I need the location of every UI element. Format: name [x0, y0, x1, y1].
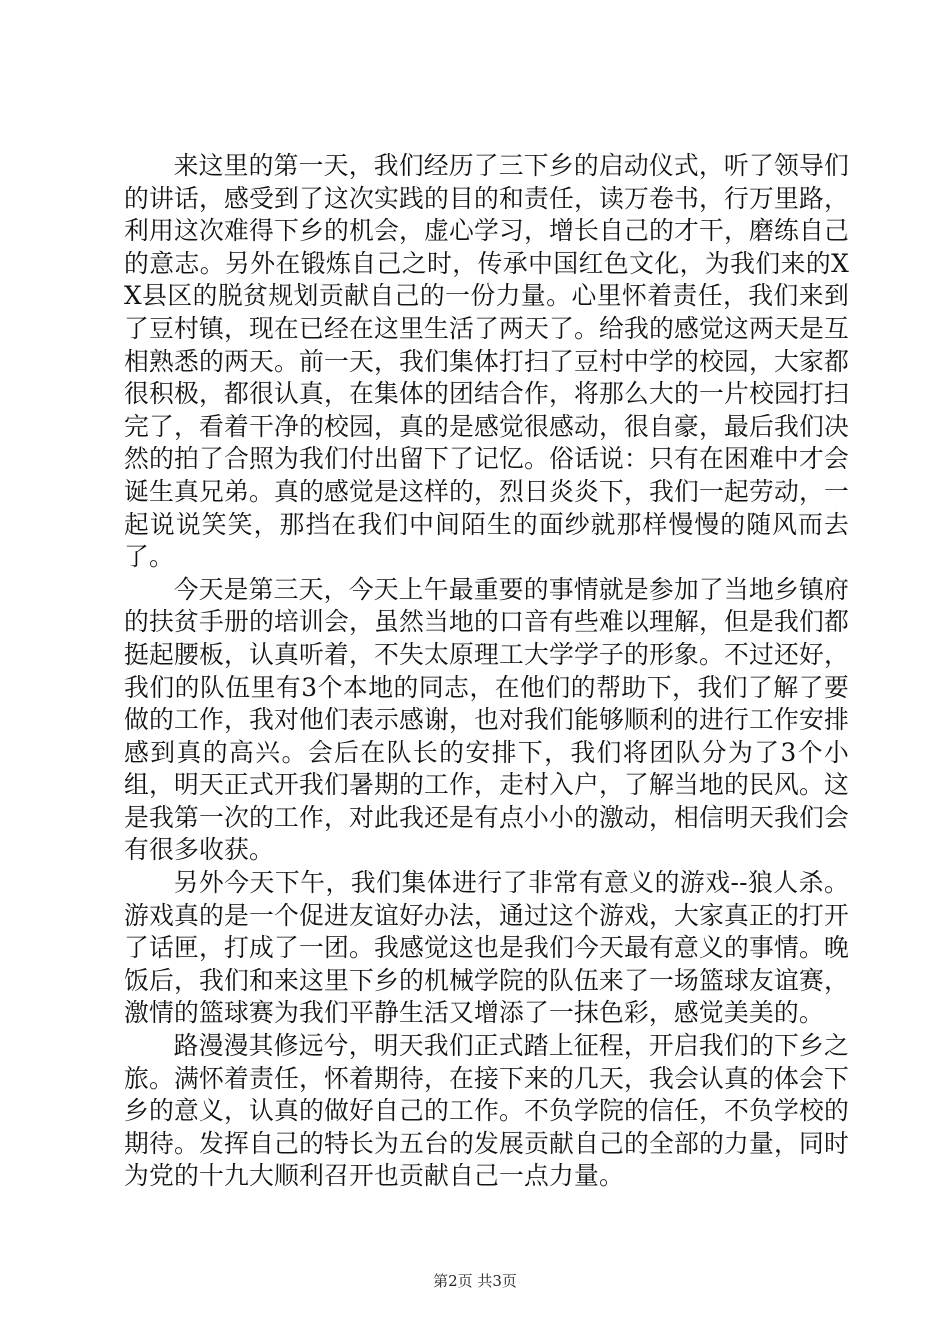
document-body: [124, 150, 849, 1193]
paragraph-2: 今天是第三天，今天上午最重要的事情就是参加了当地乡镇府的扶贫手册的培训会，虽然当地的口音有些难以理解，但是我们都挺起腰板，认真听着，不失太原理工大学学子的形象。不过还好，我们的队伍里有3个本地的同志，在他们的帮助下，我们了解了要做的工作，我对他们表示感谢，也对我们能够顺利的进行工作安排感到真的高兴。会后在队长的安排下，我们将团队分为了3个小组，明天正式开我们暑期的工作，走村入户，了解当地的民风。这是我第一次的工作，对此我还是有点小小的激动，相信明天我们会有很多收获。: [124, 574, 849, 865]
page-footer: [0, 1271, 950, 1291]
page-number-indicator: 第2页 共3页: [433, 1272, 517, 1290]
paragraph-1: 来这里的第一天，我们经历了三下乡的启动仪式，听了领导们的讲话，感受到了这次实践的目的和责任，读万卷书，行万里路，利用这次难得下乡的机会，虚心学习，增长自己的才干，磨练自己的意志。另外在锻炼自己之时，传承中国红色文化，为我们来的XX县区的脱贫规划贡献自己的一份力量。心里怀着责任，我们来到了豆村镇，现在已经在这里生活了两天了。给我的感觉这两天是互相熟悉的两天。前一天，我们集体打扫了豆村中学的校园，大家都很积极，都很认真，在集体的团结合作，将那么大的一片校园打扫完了，看着干净的校园，真的是感觉很感动，很自豪，最后我们决然的拍了合照为我们付出留下了记忆。俗话说：只有在困难中才会诞生真兄弟。真的感觉是这样的，烈日炎炎下，我们一起劳动，一起说说笑笑，那挡在我们中间陌生的面纱就那样慢慢的随风而去了。: [124, 151, 849, 572]
paragraph-3: 另外今天下午，我们集体进行了非常有意义的游戏--狼人杀。游戏真的是一个促进友谊好办法，通过这个游戏，大家真正的打开了话匣，打成了一团。我感觉这也是我们今天最有意义的事情。晚饭后，我们和来这里下乡的机械学院的队伍来了一场篮球友谊赛，激情的篮球赛为我们平静生活又增添了一抹色彩，感觉美美的。: [124, 868, 849, 1028]
paragraph-4: 路漫漫其修远兮，明天我们正式踏上征程，开启我们的下乡之旅。满怀着责任，怀着期待，在接下来的几天，我会认真的体会下乡的意义，认真的做好自己的工作。不负学院的信任，不负学校的期待。发挥自己的特长为五台的发展贡献自己的全部的力量，同时为党的十九大顺利召开也贡献自己一点力量。: [124, 1031, 849, 1191]
